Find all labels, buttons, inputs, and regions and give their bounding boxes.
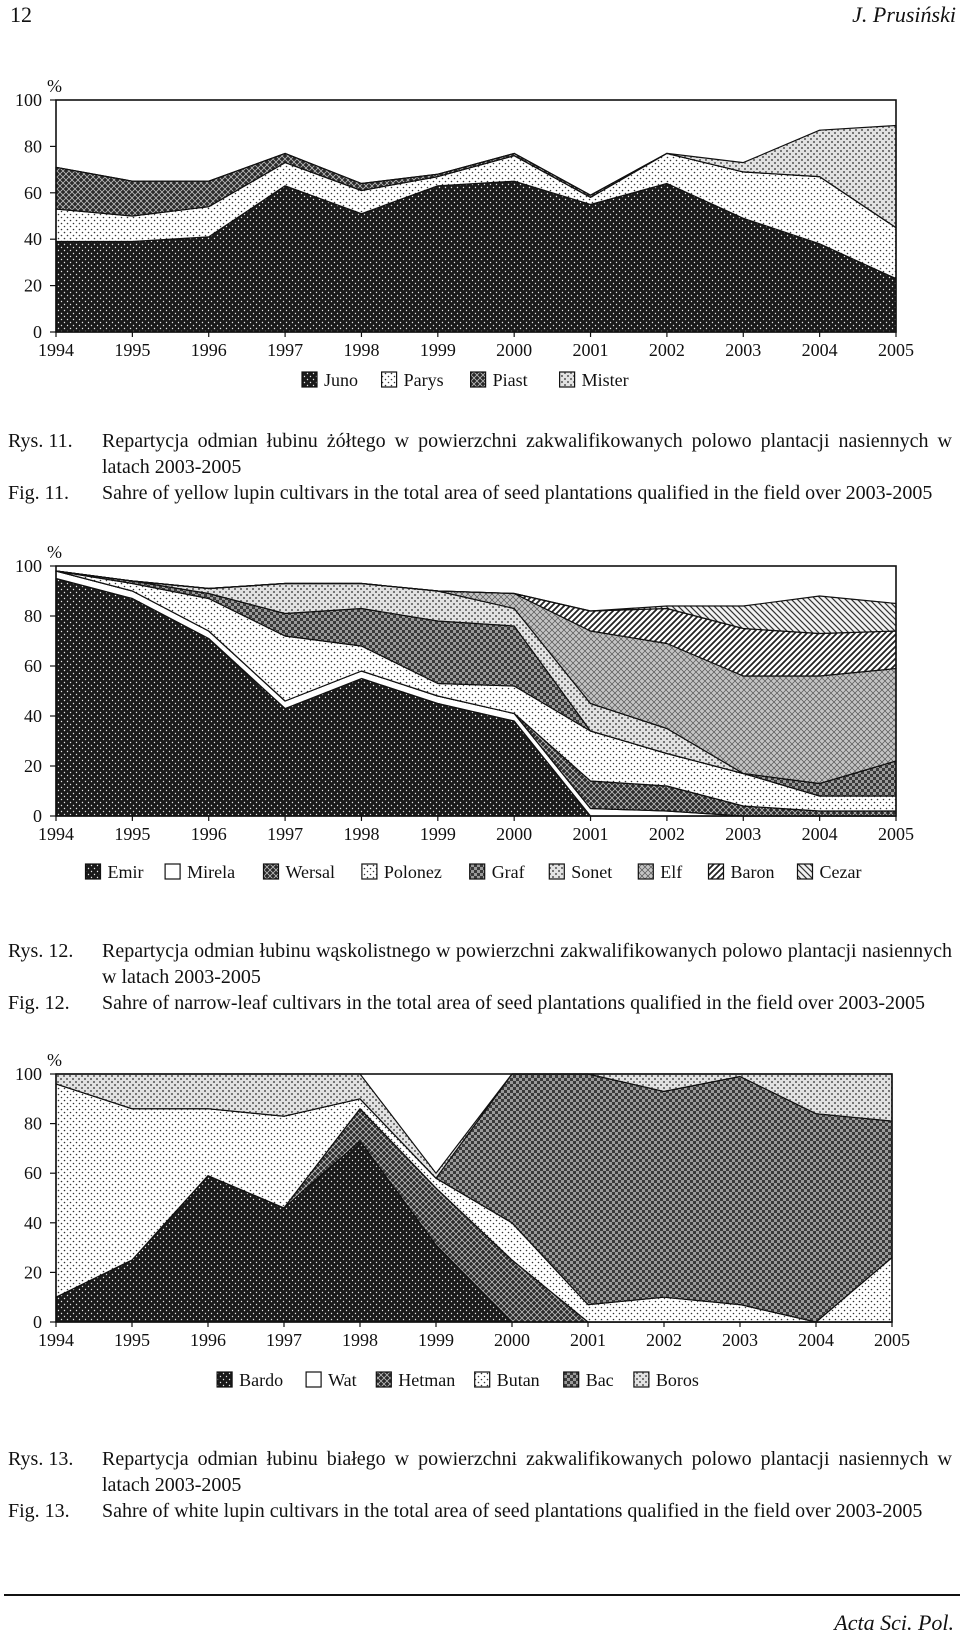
x-tick-label: 2000 <box>496 340 533 360</box>
y-tick-label: 80 <box>24 136 42 157</box>
x-tick-label: 2005 <box>874 1330 910 1350</box>
legend-label-juno: Juno <box>324 370 359 390</box>
legend-swatch-elf <box>638 864 653 879</box>
legend-swatch-bac <box>564 1372 579 1387</box>
legend-swatch-parys <box>382 372 397 387</box>
x-tick-label: 1995 <box>114 824 151 844</box>
legend-label-sonet: Sonet <box>571 862 613 882</box>
legend-label-bardo: Bardo <box>239 1370 284 1390</box>
legend-label-bac: Bac <box>585 1370 614 1390</box>
legend-label-elf: Elf <box>660 862 683 882</box>
x-tick-label: 2002 <box>648 340 685 360</box>
x-tick-label: 1995 <box>114 1330 150 1350</box>
legend-swatch-bardo <box>217 1372 232 1387</box>
y-tick-label: 60 <box>24 656 42 676</box>
caption-rys-number: Rys. 12. <box>8 940 74 962</box>
caption-rys-number: Rys. 13. <box>8 1448 74 1470</box>
legend-swatch-juno <box>302 372 317 387</box>
x-tick-label: 1998 <box>343 824 380 844</box>
legend-label-parys: Parys <box>403 370 444 390</box>
y-tick-label: 80 <box>24 1113 42 1134</box>
legend <box>217 1370 699 1390</box>
legend-swatch-sonet <box>549 864 564 879</box>
y-axis-label: % <box>47 542 62 562</box>
y-tick-label: 0 <box>33 806 42 826</box>
legend <box>302 370 629 390</box>
x-tick-label: 2005 <box>878 340 914 360</box>
x-tick-label: 1998 <box>342 1330 378 1350</box>
legend-label-polonez: Polonez <box>383 862 442 882</box>
x-tick-label: 1996 <box>190 340 227 360</box>
x-tick-label: 1994 <box>38 824 74 844</box>
x-tick-label: 1996 <box>190 1330 226 1350</box>
caption-rys-number: Rys. 11. <box>8 430 73 452</box>
x-tick-label: 1998 <box>343 340 380 360</box>
legend-swatch-mister <box>560 372 575 387</box>
legend-label-hetman: Hetman <box>398 1370 456 1390</box>
legend-swatch-butan <box>475 1372 490 1387</box>
legend-label-mirela: Mirela <box>187 862 236 882</box>
legend-swatch-wersal <box>264 864 279 879</box>
legend-label-butan: Butan <box>496 1370 540 1390</box>
x-tick-label: 2004 <box>801 340 838 360</box>
x-tick-label: 2001 <box>572 340 609 360</box>
x-tick-label: 1999 <box>419 824 456 844</box>
y-tick-label: 80 <box>24 606 42 626</box>
x-tick-label: 1994 <box>38 1330 74 1350</box>
caption-fig11 <box>8 428 952 506</box>
y-tick-label: 0 <box>33 1312 42 1332</box>
footer-rule <box>4 1594 960 1596</box>
caption-fig-text: Sahre of yellow lupin cultivars in the total area of seed plantations qualified in the field over 2003-2005 <box>102 482 933 504</box>
legend-label-wat: Wat <box>328 1370 357 1390</box>
legend-swatch-mirela <box>165 864 180 879</box>
x-tick-label: 2000 <box>494 1330 530 1350</box>
running-author: J. Prusiński <box>852 2 956 27</box>
legend-swatch-boros <box>634 1372 649 1387</box>
y-tick-label: 100 <box>15 1064 42 1084</box>
caption-fig-text: Sahre of narrow-leaf cultivars in the total area of seed plantations qualified in the field over 2003-2005 <box>102 992 926 1014</box>
chart-white-lupin <box>0 1050 960 1440</box>
x-tick-label: 2001 <box>570 1330 606 1350</box>
x-tick-label: 1997 <box>267 824 304 844</box>
legend-swatch-baron <box>709 864 724 879</box>
caption-rys-text: Repartycja odmian łubinu białego w powierzchni zakwalifikowanych polowo plantacji nasiennych w latach 2003-2005 <box>102 1448 952 1496</box>
legend-swatch-polonez <box>362 864 377 879</box>
x-tick-label: 1995 <box>114 340 151 360</box>
y-tick-label: 100 <box>15 90 42 110</box>
x-tick-label: 2005 <box>878 824 914 844</box>
caption-fig13 <box>8 1446 952 1524</box>
y-tick-label: 40 <box>24 229 42 250</box>
legend-label-baron: Baron <box>730 862 775 882</box>
x-tick-label: 2003 <box>725 824 762 844</box>
x-tick-label: 1994 <box>38 340 74 360</box>
y-tick-label: 60 <box>24 182 42 203</box>
legend-label-boros: Boros <box>655 1370 699 1390</box>
y-tick-label: 20 <box>24 1262 42 1283</box>
chart-narrow-leaf-lupin <box>0 542 960 926</box>
legend-swatch-graf <box>470 864 485 879</box>
y-axis-label: % <box>47 76 62 96</box>
y-axis-label: % <box>47 1050 62 1070</box>
caption-rys-text: Repartycja odmian łubinu żółtego w powierzchni zakwalifikowanych polowo plantacji nasiennych w latach 2003-2005 <box>102 430 952 478</box>
legend-swatch-wat <box>306 1372 321 1387</box>
caption-fig-number: Fig. 13. <box>8 1500 70 1522</box>
x-tick-label: 2004 <box>798 1330 834 1350</box>
x-tick-label: 2001 <box>572 824 609 844</box>
x-tick-label: 1997 <box>267 340 304 360</box>
caption-fig-number: Fig. 11. <box>8 482 69 504</box>
legend-swatch-cezar <box>798 864 813 879</box>
legend-swatch-piast <box>471 372 486 387</box>
legend-label-cezar: Cezar <box>819 862 862 882</box>
y-tick-label: 100 <box>15 556 42 576</box>
journal-name: Acta Sci. Pol. <box>834 1610 954 1635</box>
legend-label-piast: Piast <box>492 370 528 390</box>
y-tick-label: 60 <box>24 1163 42 1184</box>
y-tick-label: 20 <box>24 756 42 776</box>
legend-label-emir: Emir <box>107 862 144 882</box>
legend <box>86 862 862 882</box>
x-tick-label: 2004 <box>801 824 838 844</box>
x-tick-label: 1996 <box>190 824 227 844</box>
x-tick-label: 2003 <box>725 340 762 360</box>
legend-label-wersal: Wersal <box>285 862 336 882</box>
legend-swatch-emir <box>86 864 101 879</box>
legend-swatch-hetman <box>376 1372 391 1387</box>
caption-fig-number: Fig. 12. <box>8 992 70 1014</box>
x-tick-label: 2002 <box>646 1330 682 1350</box>
y-tick-label: 40 <box>24 1212 42 1233</box>
page-number: 12 <box>10 2 32 27</box>
x-tick-label: 1999 <box>419 340 456 360</box>
caption-fig12 <box>8 938 952 1016</box>
y-tick-label: 20 <box>24 275 42 296</box>
y-tick-label: 40 <box>24 706 42 726</box>
legend-label-graf: Graf <box>491 862 525 882</box>
y-tick-label: 0 <box>33 322 42 342</box>
x-tick-label: 2000 <box>496 824 533 844</box>
x-tick-label: 1997 <box>266 1330 302 1350</box>
caption-fig-text: Sahre of white lupin cultivars in the total area of seed plantations qualified in the field over 2003-2005 <box>102 1500 923 1522</box>
chart-yellow-lupin <box>0 78 960 488</box>
x-tick-label: 2003 <box>722 1330 758 1350</box>
x-tick-label: 1999 <box>418 1330 454 1350</box>
x-tick-label: 2002 <box>648 824 685 844</box>
legend-label-mister: Mister <box>581 370 629 390</box>
caption-rys-text: Repartycja odmian łubinu wąskolistnego w powierzchni zakwalifikowanych polowo plantacji nasiennych w latach 2003-2005 <box>102 940 952 988</box>
